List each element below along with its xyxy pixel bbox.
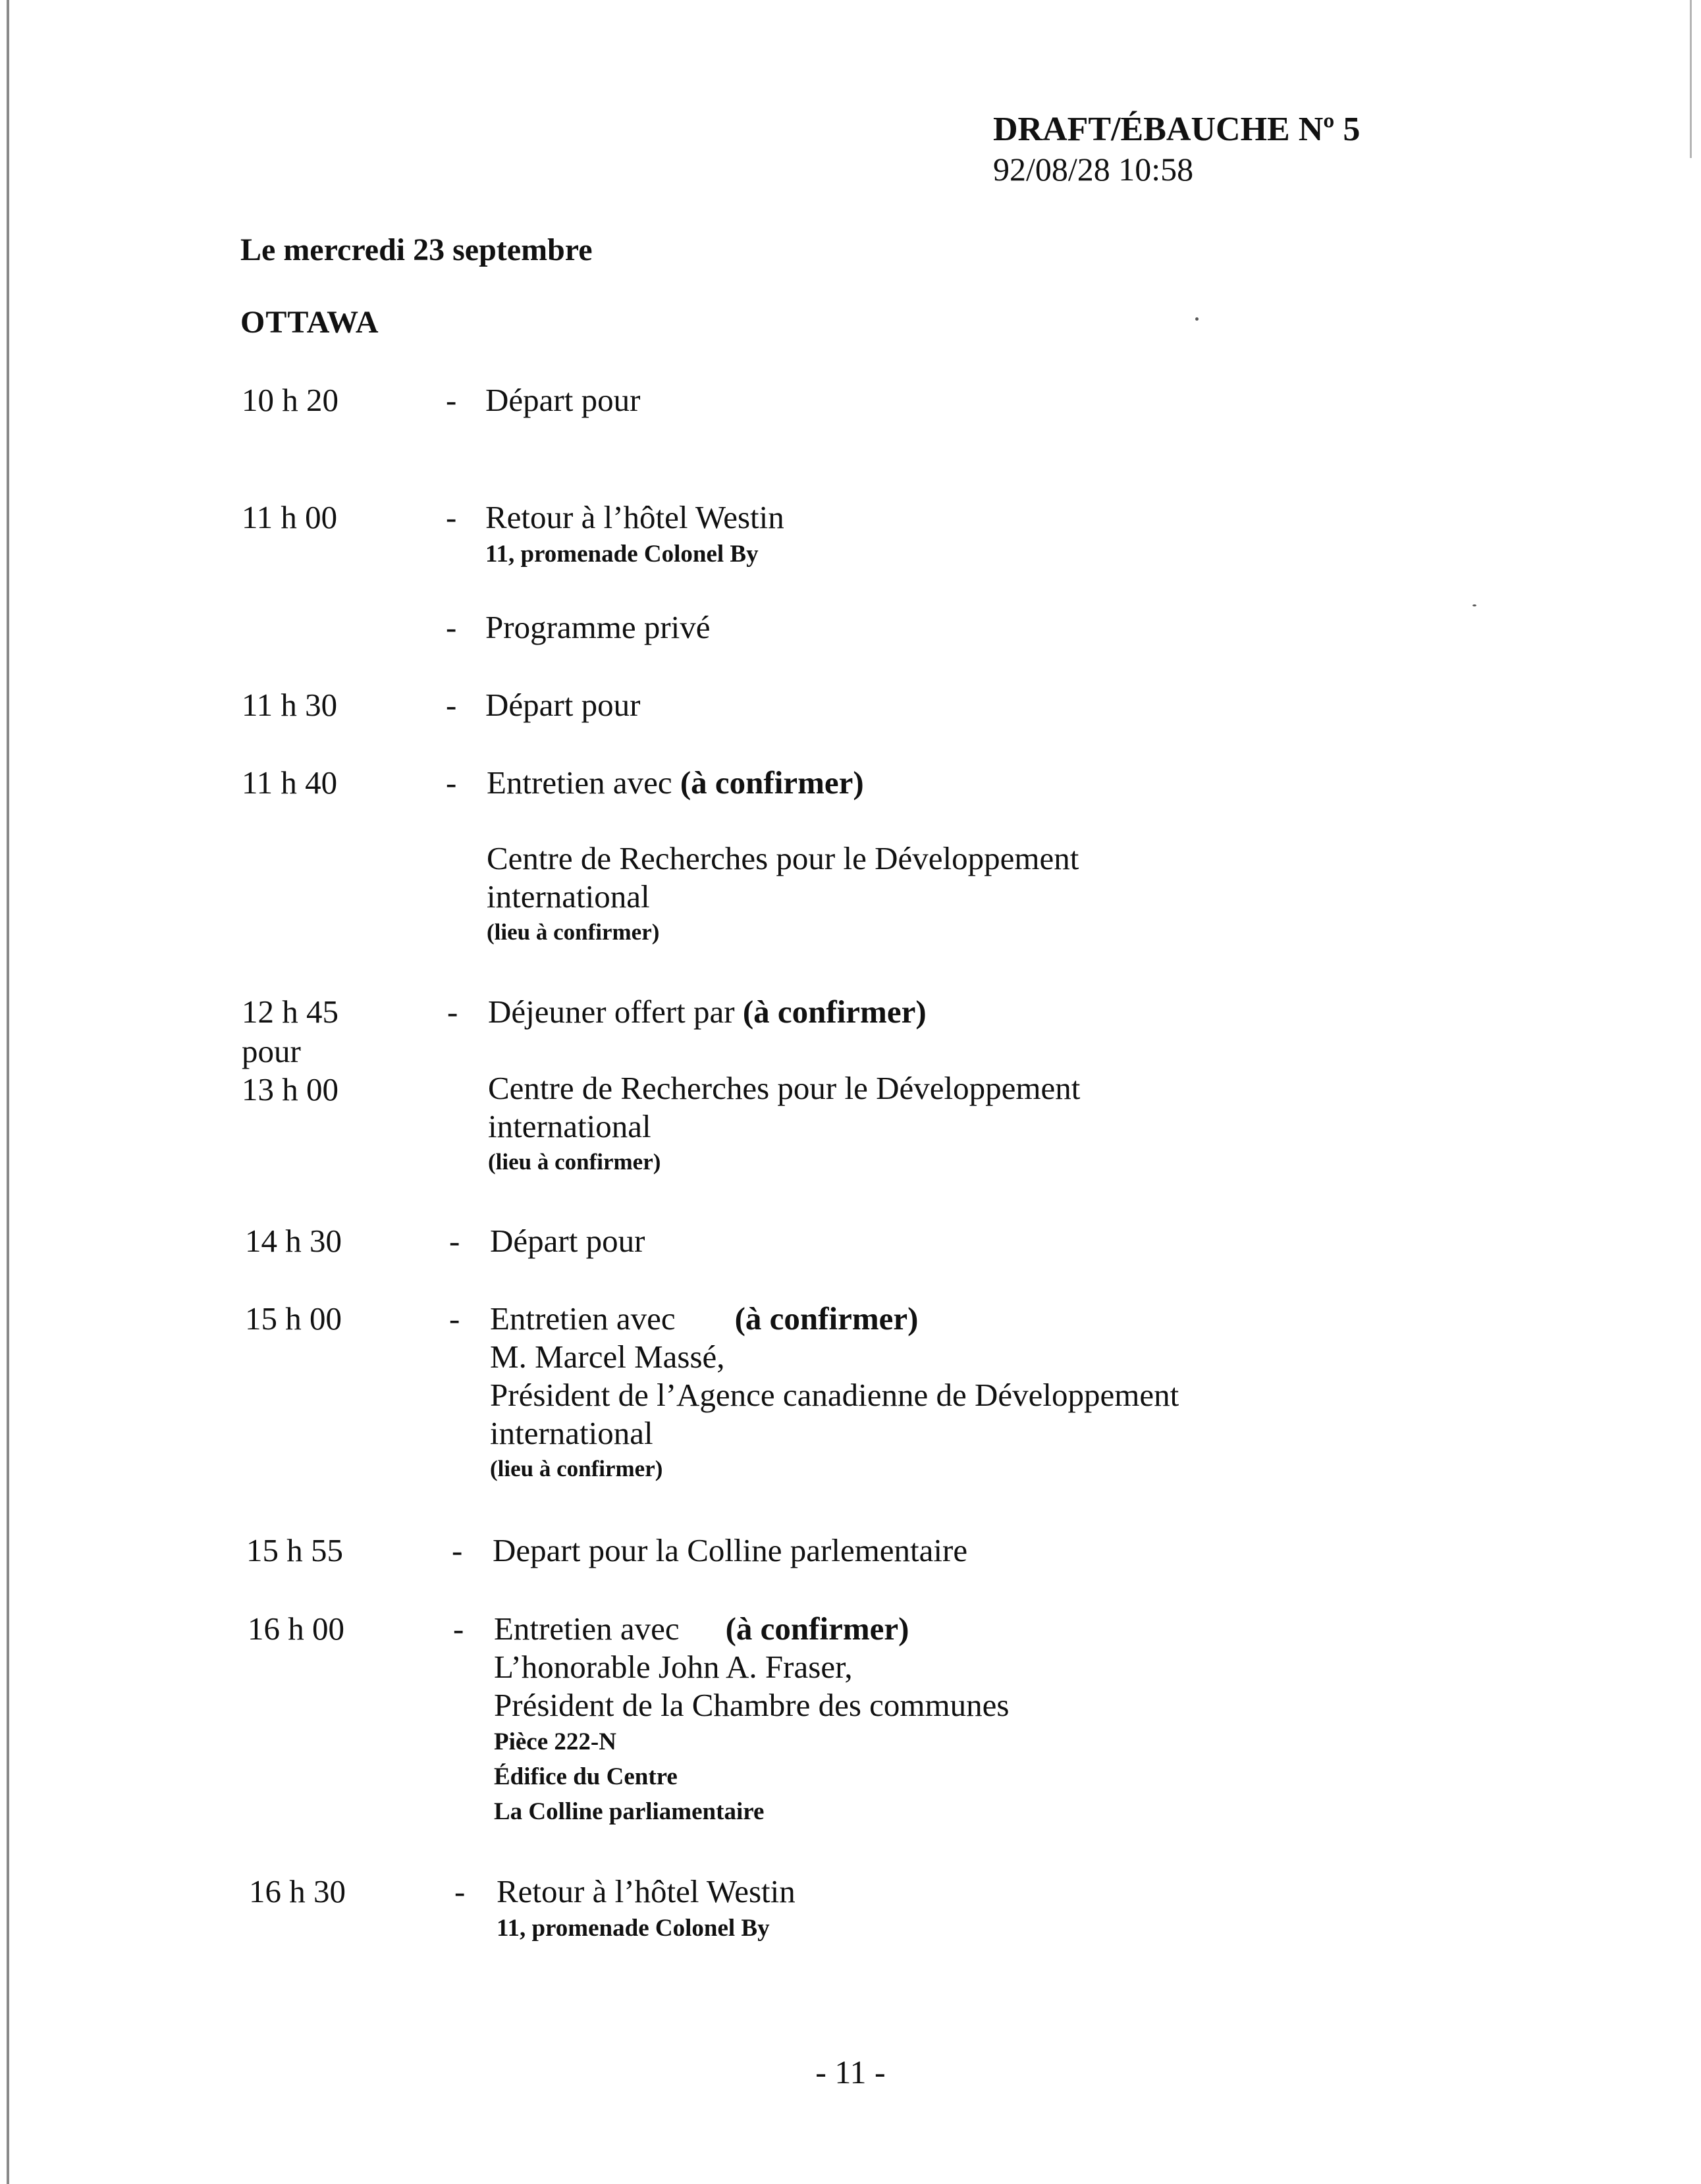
entry-time: 10 h 20	[242, 382, 338, 418]
entry-dash: -	[446, 764, 457, 801]
person-title: Président de la Chambre des communes	[494, 1687, 1010, 1723]
entry-activity: Déjeuner offert par	[488, 994, 735, 1030]
draft-title: DRAFT/ÉBAUCHE Nº 5	[993, 111, 1361, 148]
person-title-cont: international	[490, 1415, 653, 1451]
entry-dash: -	[446, 499, 457, 535]
entry-dash: -	[449, 1223, 460, 1259]
draft-header	[993, 109, 1360, 188]
entry-time: 11 h 40	[242, 764, 338, 801]
scan-edge-left	[7, 0, 9, 2184]
location-name: La Colline parliamentaire	[494, 1798, 765, 1825]
person-name: L’honorable John A. Fraser,	[494, 1649, 853, 1685]
entry-time: 14 h 30	[245, 1223, 342, 1259]
entry-time-end: 13 h 00	[242, 1071, 338, 1107]
entry-time: 12 h 45	[242, 994, 338, 1030]
entry-organization-cont: international	[487, 878, 650, 915]
entry-address: 11, promenade Colonel By	[497, 1915, 770, 1942]
entry-activity: Programme privé	[485, 609, 711, 645]
entry-dash: -	[453, 1611, 464, 1647]
scan-speck	[1472, 604, 1476, 606]
date-heading: Le mercredi 23 septembre	[240, 232, 593, 267]
entry-address: 11, promenade Colonel By	[485, 541, 759, 568]
scan-edge-right	[1690, 0, 1692, 158]
confirm-note: (à confirmer)	[734, 1300, 919, 1337]
entry-organization: Centre de Recherches pour le Développement	[488, 1070, 1081, 1106]
building-name: Édifice du Centre	[494, 1763, 678, 1790]
person-name: M. Marcel Massé,	[490, 1339, 725, 1375]
confirm-note: (à confirmer)	[725, 1611, 909, 1647]
entry-activity: Départ pour	[485, 687, 641, 723]
location-note: (lieu à confirmer)	[487, 919, 660, 945]
location-note: (lieu à confirmer)	[488, 1149, 661, 1175]
entry-dash: -	[447, 994, 458, 1030]
entry-organization-cont: international	[488, 1108, 651, 1144]
entry-activity: Départ pour	[490, 1223, 645, 1259]
entry-time: 11 h 30	[242, 687, 338, 723]
entry-time: 16 h 30	[249, 1873, 346, 1909]
confirm-note: (à confirmer)	[742, 994, 927, 1030]
entry-activity: Retour à l’hôtel Westin	[485, 499, 784, 535]
entry-time: 15 h 00	[245, 1300, 342, 1337]
entry-activity: Départ pour	[485, 382, 641, 418]
draft-timestamp: 92/08/28 10:58	[993, 151, 1194, 188]
entry-activity: Entretien avec	[487, 764, 672, 801]
entry-activity: Entretien avec	[490, 1300, 676, 1337]
person-title: Président de l’Agence canadienne de Développement	[490, 1377, 1179, 1413]
entry-dash: -	[449, 1300, 460, 1337]
entry-dash: -	[452, 1532, 463, 1568]
entry-activity: Retour à l’hôtel Westin	[497, 1873, 796, 1909]
city-heading: OTTAWA	[240, 305, 379, 340]
room-number: Pièce 222-N	[494, 1728, 616, 1755]
entry-time: 15 h 55	[246, 1532, 343, 1568]
entry-dash: -	[454, 1873, 466, 1909]
entry-time: 16 h 00	[248, 1611, 344, 1647]
entry-time: 11 h 00	[242, 499, 338, 535]
entry-activity: Entretien avec	[494, 1611, 680, 1647]
entry-dash: -	[446, 609, 457, 645]
entry-dash: -	[446, 687, 457, 723]
entry-organization: Centre de Recherches pour le Développement	[487, 840, 1079, 876]
location-note: (lieu à confirmer)	[490, 1456, 663, 1481]
page-number: - 11 -	[815, 2054, 886, 2091]
scan-speck	[1195, 317, 1199, 321]
entry-activity: Depart pour la Colline parlementaire	[493, 1532, 968, 1568]
entry-time-separator: pour	[242, 1033, 301, 1069]
confirm-note: (à confirmer)	[680, 764, 864, 801]
entry-dash: -	[446, 382, 457, 418]
